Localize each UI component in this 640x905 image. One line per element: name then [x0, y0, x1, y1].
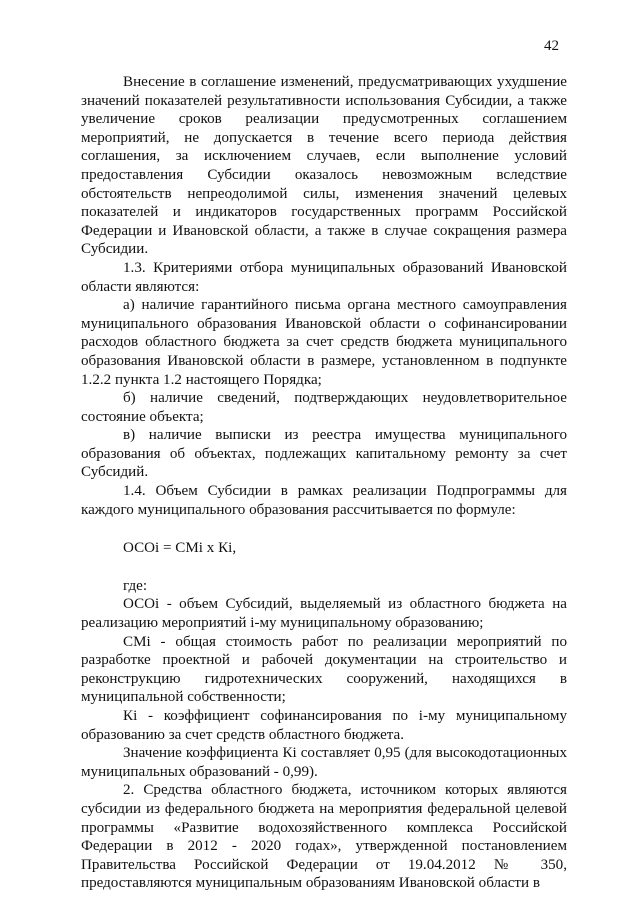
document-body — [81, 73, 567, 893]
paragraph-1-4-subsidy-volume: 1.4. Объем Субсидии в рамках реализации Подпрограммы для каждого муниципального образования рассчитывается по формуле: — [81, 483, 567, 518]
page-number: 42 — [544, 38, 559, 54]
definition-sm: СМi - общая стоимость работ по реализации мероприятий по разработке проектной и рабочей документации на строительство и реконструкцию гидротехнических сооружений, находящихся в муниципальной собственности; — [81, 633, 567, 706]
paragraph-1-3-criteria: 1.3. Критериями отбора муниципальных образований Ивановской области являются: — [81, 259, 567, 295]
paragraph-criterion-v: в) наличие выписки из реестра имущества муниципального образования об объектах, подлежащих капитальному ремонту за счет Субсидий. — [81, 427, 567, 481]
definition-oso: ОСОi - объем Субсидий, выделяемый из областного бюджета на реализацию мероприятий i-му муниципальному образованию; — [81, 596, 567, 632]
definition-k: Кi - коэффициент софинансирования по i-му муниципальному образованию за счет средств областного бюджета. — [81, 708, 567, 743]
paragraph-coefficient-value: Значение коэффициента Кi составляет 0,95 (для высокодотационных муниципальных образований - 0,99). — [81, 745, 567, 780]
where-label: где: — [123, 577, 148, 594]
paragraph-2-federal-funds: 2. Средства областного бюджета, источником которых являются субсидии из федерального бюджета на мероприятия федеральной целевой программы «Развитие водохозяйственного комплекса Российской Федерации в 2012 - 2020 годах», утвержденной постановлением Правительства Российской Федерации от 19.04.2012 № 350, предоставляются муниципальным образованиям Ивановской области в — [81, 782, 567, 892]
paragraph-criterion-b: б) наличие сведений, подтверждающих неудовлетворительное состояние объекта; — [81, 390, 567, 425]
paragraph-criterion-a: а) наличие гарантийного письма органа местного самоуправления муниципального образования Ивановской области о софинансировании расходов областного бюджета за счет средств бюджета муниципального образования Ивановской области в размере, установленном в подпункте 1.2.2 пункта 1.2 настоящего Порядка; — [81, 297, 567, 388]
formula: ОСОi = СМi х Кi, — [123, 540, 237, 557]
paragraph-soglashenie-changes: Внесение в соглашение изменений, предусматривающих ухудшение значений показателей результативности использования Субсидии, а также увеличение сроков реализации предусмотренных соглашением мероприятий, не допускается в течение всего периода действия соглашения, за исключением случаев, если выполнение условий предоставления Субсидии оказалось невозможным вследствие обстоятельств непреодолимой силы, изменения значений целевых показателей и индикаторов государственных программ Российской Федерации и Ивановской области, а также в случае сокращения размера Субсидии. — [81, 74, 567, 258]
